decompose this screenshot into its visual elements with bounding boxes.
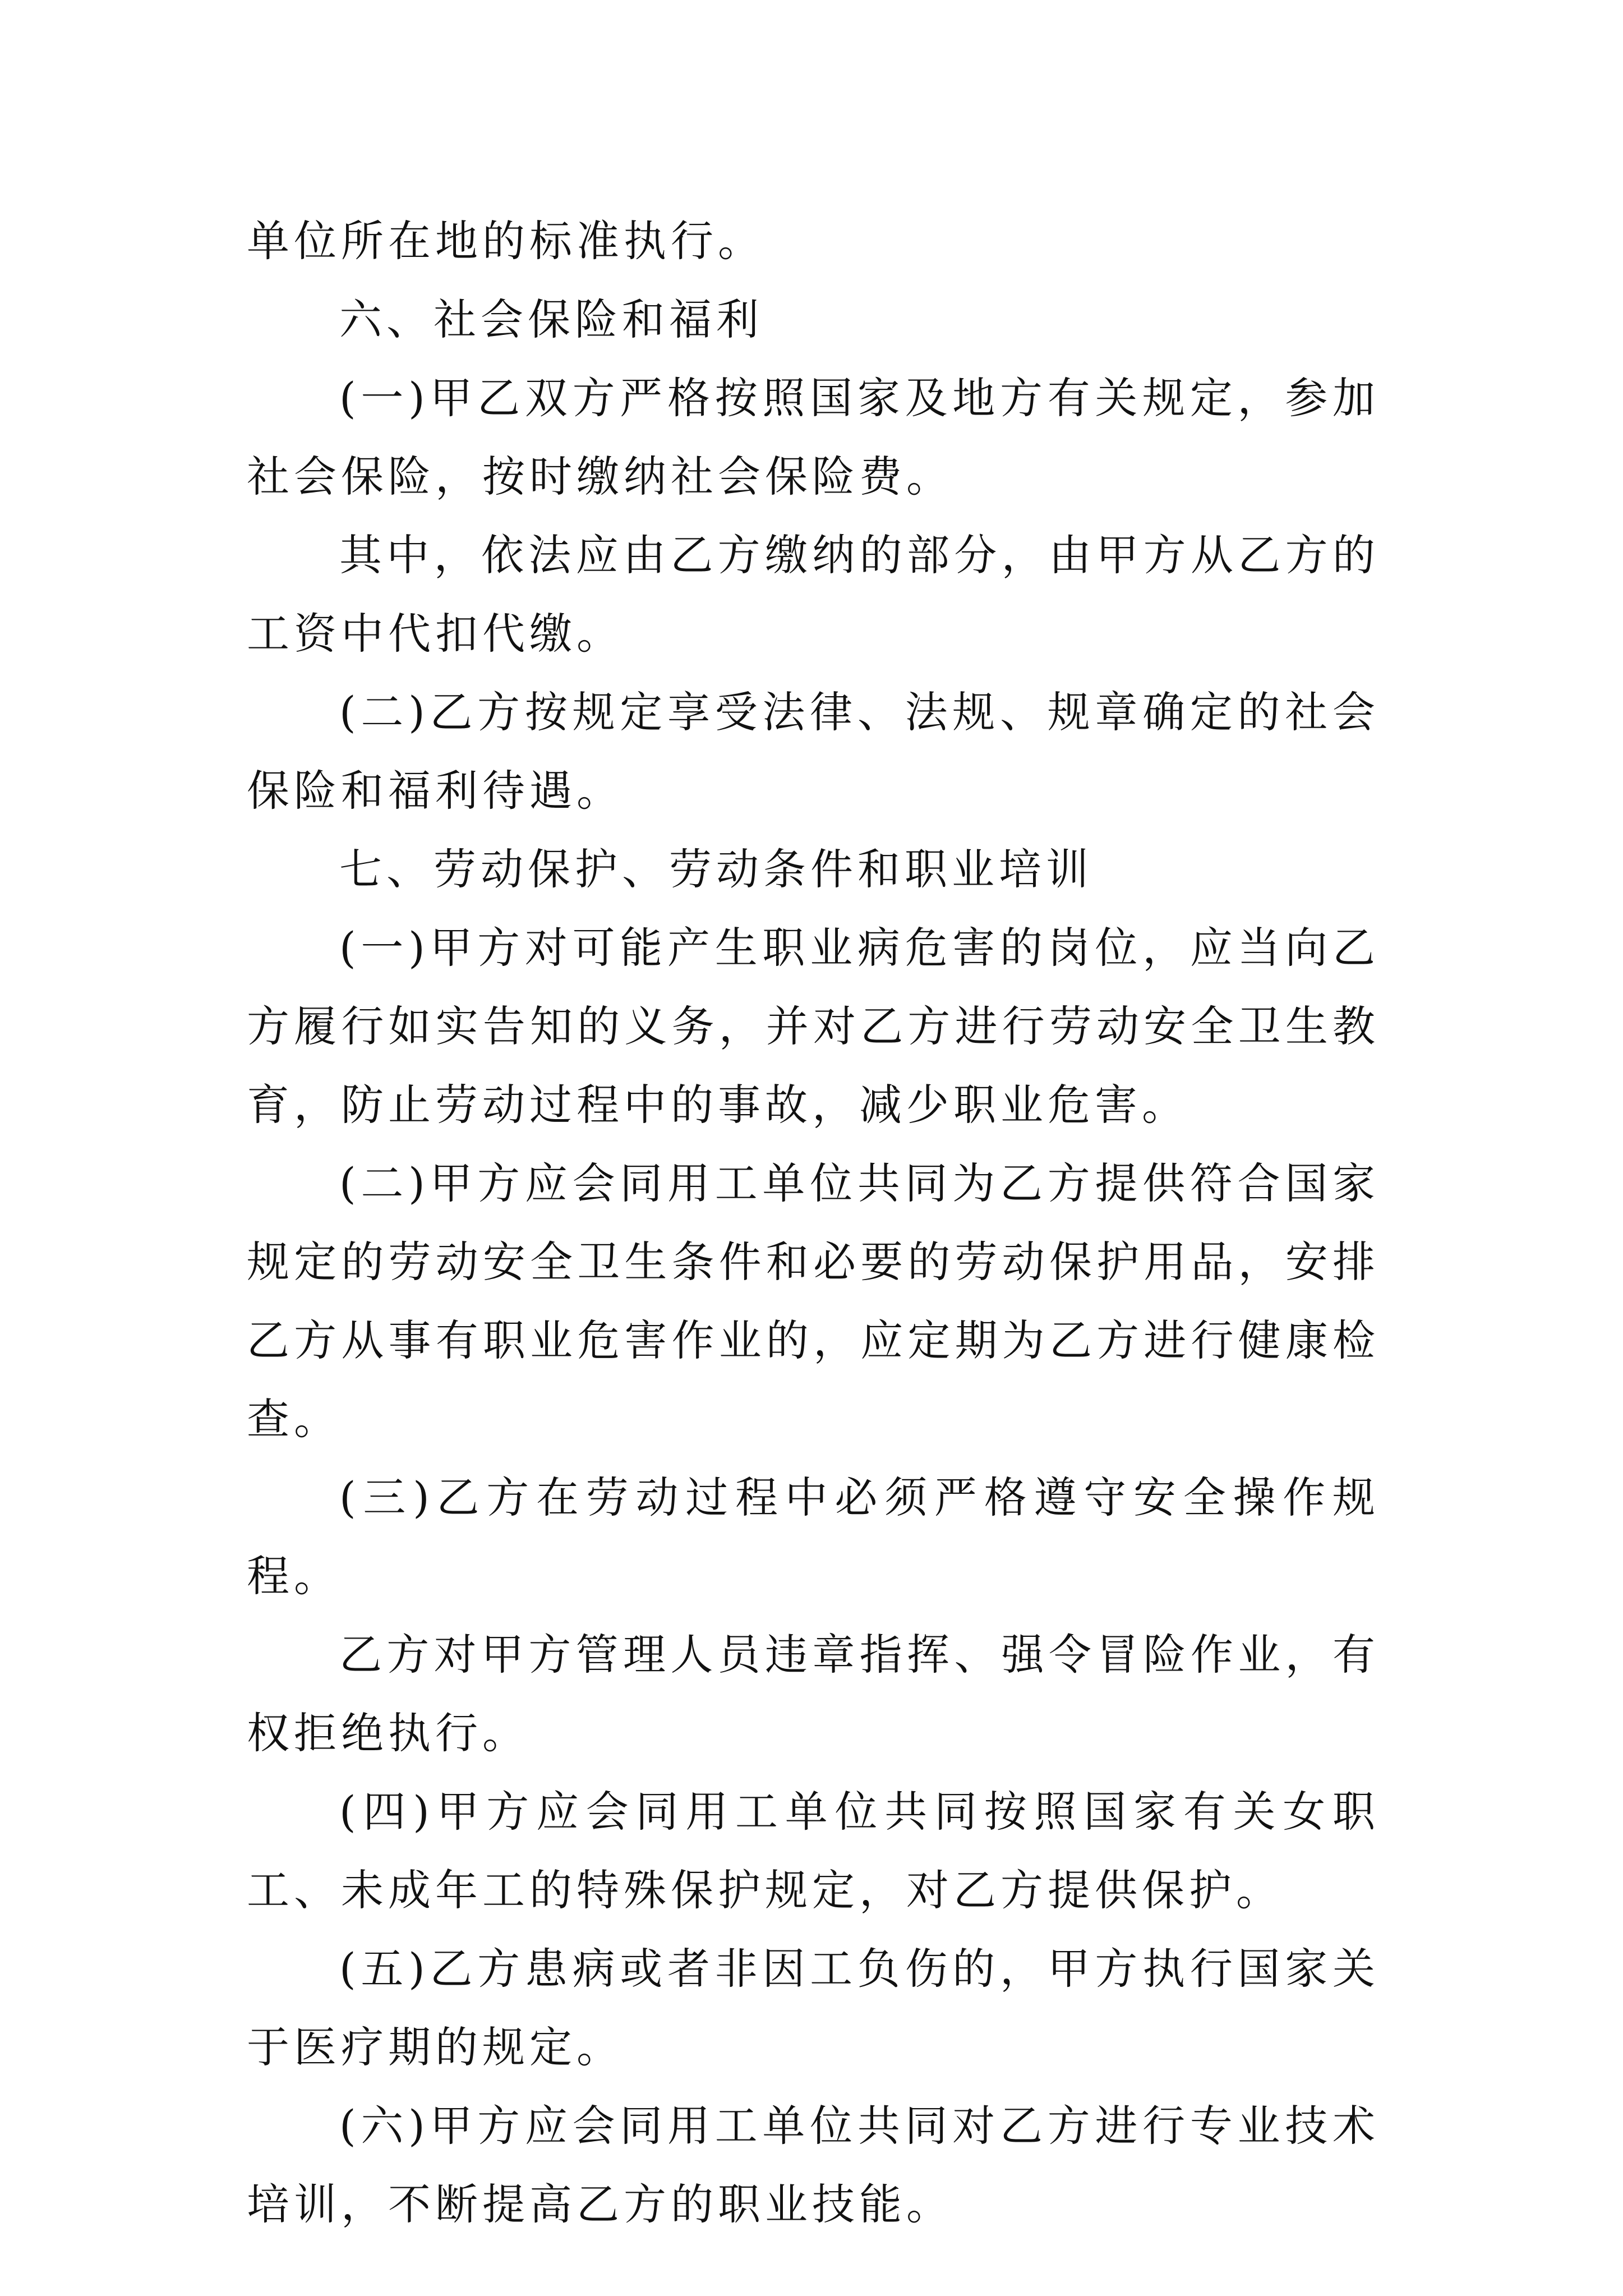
paragraph-continuation: 单位所在地的标准执行。 — [247, 216, 765, 266]
section-heading-social-insurance: 六、社会保险和福利 — [339, 295, 763, 344]
paragraph-insurance-2: (二)乙方按规定享受法律、法规、规章确定的社会保险和福利待遇。 — [247, 687, 1380, 816]
paragraph-protection-4: (四)甲方应会同用工单位共同按照国家有关女职工、未成年工的特殊保护规定，对乙方提供保护。 — [247, 1787, 1380, 1915]
section-heading-labor-protection: 七、劳动保护、劳动条件和职业培训 — [339, 844, 1093, 894]
paragraph-protection-6: (六)甲方应会同用工单位共同对乙方进行专业技术培训，不断提高乙方的职业技能。 — [247, 2101, 1380, 2229]
paragraph-protection-3: (三)乙方在劳动过程中必须严格遵守安全操作规程。 — [247, 1473, 1380, 1601]
paragraph-protection-1: (一)甲方对可能产生职业病危害的岗位，应当向乙方履行如实告知的义务，并对乙方进行劳动安全卫生教育，防止劳动过程中的事故，减少职业危害。 — [247, 923, 1380, 1130]
paragraph-insurance-deduction: 其中，依法应由乙方缴纳的部分，由甲方从乙方的工资中代扣代缴。 — [247, 530, 1380, 659]
paragraph-protection-2: (二)甲方应会同用工单位共同为乙方提供符合国家规定的劳动安全卫生条件和必要的劳动保护用品，安排乙方从事有职业危害作业的，应定期为乙方进行健康检查。 — [247, 1158, 1380, 1444]
paragraph-protection-5: (五)乙方患病或者非因工负伤的，甲方执行国家关于医疗期的规定。 — [247, 1944, 1380, 2072]
paragraph-protection-refusal: 乙方对甲方管理人员违章指挥、强令冒险作业，有权拒绝执行。 — [247, 1630, 1380, 1758]
paragraph-insurance-1: (一)甲乙双方严格按照国家及地方有关规定，参加社会保险，按时缴纳社会保险费。 — [247, 373, 1380, 501]
document-body — [247, 202, 1380, 2244]
